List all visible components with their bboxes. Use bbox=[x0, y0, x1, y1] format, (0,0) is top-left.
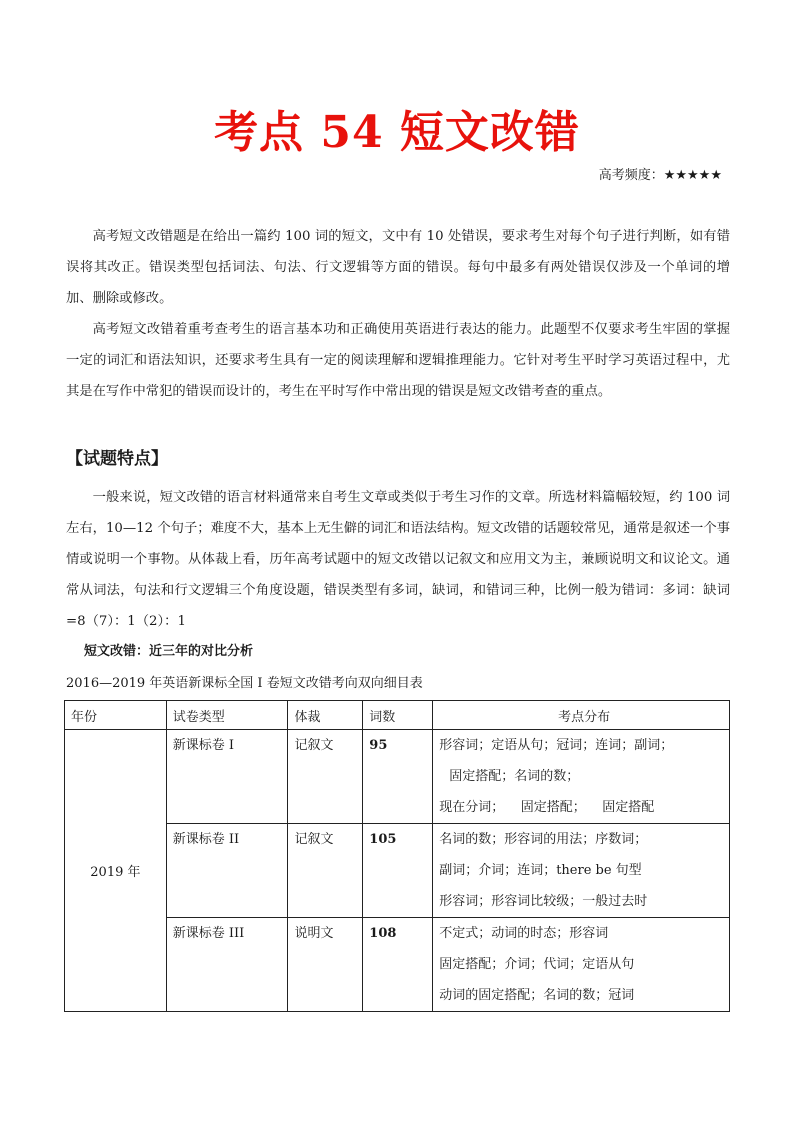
points-cell bbox=[433, 824, 730, 918]
point-line: 不定式；动词的时态；形容词 bbox=[439, 926, 609, 941]
section-body: 一般来说，短文改错的语言材料通常来自考生文章或类似于考生习作的文章。所选材料篇幅较短，约 100 词左右，10—12 个句子；难度不大，基本上无生僻的词汇和语法结构。短文改错的话题较常见，通常是叙述一个事情或说明一个事物。从体裁上看，历年高考试题中的短文改错以记叙文和应用文为主，兼顾说明文和议论文。通常从词法，句法和行文逻辑三个角度设题，错误类型有多词，缺词，和错词三种，比例一般为错词：多词：缺词=8（7）：1（2）：1 bbox=[66, 490, 730, 629]
point-line: 动词的固定搭配；名词的数；冠词 bbox=[439, 988, 635, 1003]
header-year: 年份 bbox=[65, 701, 167, 730]
section-heading: 【试题特点】 bbox=[66, 449, 168, 469]
table-caption: 2016—2019 年英语新课标全国 I 卷短文改错考向双向细目表 bbox=[66, 676, 423, 691]
point-line: 固定搭配；名词的数； bbox=[449, 769, 580, 784]
words-cell: 105 bbox=[363, 824, 433, 918]
points-cell bbox=[433, 918, 730, 1012]
point-line: 形容词；定语从句；冠词；连词；副词； bbox=[439, 738, 674, 753]
point-line: 固定搭配；介词；代词；定语从句 bbox=[439, 957, 635, 972]
intro-paragraph-2: 高考短文改错着重考查考生的语言基本功和正确使用英语进行表达的能力。此题型不仅要求考生牢固的掌握一定的词汇和语法知识，还要求考生具有一定的阅读理解和逻辑推理能力。它针对考生平时学习英语过程中，尤其是在写作中常犯的错误而设计的，考生在平时写作中常出现的错误是短文改错考查的重点。 bbox=[66, 322, 730, 399]
header-points: 考点分布 bbox=[433, 701, 730, 730]
point-line: 形容词；形容词比较级；一般过去时 bbox=[439, 894, 648, 909]
genre-cell: 记叙文 bbox=[288, 824, 363, 918]
point-line: 副词；介词；连词；there be 句型 bbox=[439, 863, 642, 878]
header-genre: 体裁 bbox=[288, 701, 363, 730]
header-word-count: 词数 bbox=[363, 701, 433, 730]
paper-cell: 新课标卷 II bbox=[166, 824, 288, 918]
words-cell: 108 bbox=[363, 918, 433, 1012]
paper-cell: 新课标卷 I bbox=[166, 730, 288, 824]
intro-paragraph-1: 高考短文改错题是在给出一篇约 100 词的短文，文中有 10 处错误，要求考生对每个句子进行判断，如有错误将其改正。错误类型包括词法、句法、行文逻辑等方面的错误。每句中最多有两处错误仅涉及一个单词的增加、删除或修改。 bbox=[66, 229, 730, 306]
table-row bbox=[65, 730, 730, 824]
genre-cell: 说明文 bbox=[288, 918, 363, 1012]
frequency-rating bbox=[599, 164, 722, 183]
year-cell: 2019 年 bbox=[65, 730, 167, 1012]
points-cell bbox=[433, 730, 730, 824]
paper-cell: 新课标卷 III bbox=[166, 918, 288, 1012]
point-line: 现在分词； 固定搭配； 固定搭配 bbox=[439, 800, 655, 815]
header-paper-type: 试卷类型 bbox=[166, 701, 288, 730]
words-cell: 95 bbox=[363, 730, 433, 824]
frequency-label: 高考频度： bbox=[598, 168, 664, 183]
genre-cell: 记叙文 bbox=[288, 730, 363, 824]
page-title: 考点 54 短文改错 bbox=[214, 107, 580, 158]
exam-points-table bbox=[64, 700, 730, 1012]
star-rating-icon: ★★★★★ bbox=[663, 168, 722, 183]
analysis-subheading: 短文改错：近三年的对比分析 bbox=[84, 644, 254, 659]
table-header-row bbox=[65, 701, 730, 730]
point-line: 名词的数；形容词的用法；序数词； bbox=[439, 832, 648, 847]
